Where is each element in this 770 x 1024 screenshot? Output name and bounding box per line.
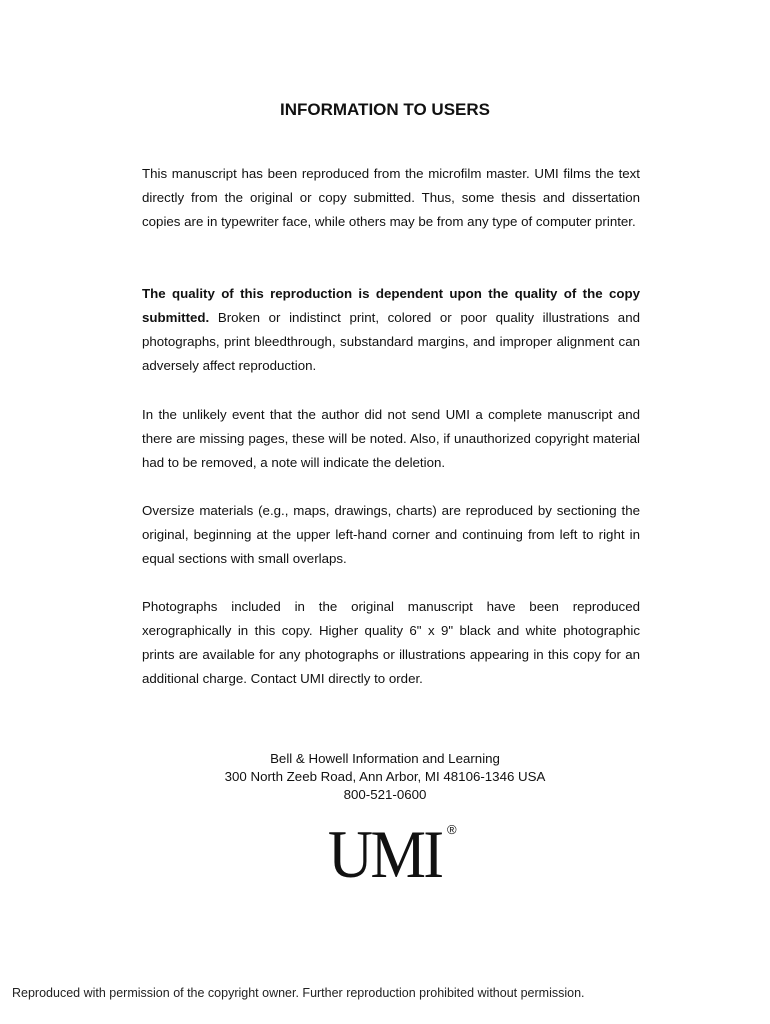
paragraph-quality xyxy=(142,282,640,378)
publisher-address xyxy=(0,750,770,804)
permission-footer: Reproduced with permission of the copyright owner. Further reproduction prohibited without permission. xyxy=(12,986,585,1000)
paragraph-quality-emphasis: The quality of this reproduction is dependent upon the quality of the copy submitted. xyxy=(142,286,640,325)
paragraph-microfilm: This manuscript has been reproduced from the microfilm master. UMI films the text directly from the original or copy submitted. Thus, some thesis and dissertation copies are in typewriter face, while others may be from any type of computer printer. xyxy=(142,166,640,229)
page-title: INFORMATION TO USERS xyxy=(280,100,490,119)
paragraph-photographs: Photographs included in the original manuscript have been reproduced xerographically in this copy. Higher quality 6" x 9" black and white photographic prints are available for any photographs or illustrations appearing in this copy for an additional charge. Contact UMI directly to order. xyxy=(142,599,640,686)
registered-mark-icon: ® xyxy=(447,822,457,837)
umi-logo xyxy=(0,818,770,890)
umi-logo-text: UMI xyxy=(328,816,442,892)
address-line-phone: 800-521-0600 xyxy=(343,787,427,802)
paragraph-missing-pages: In the unlikely event that the author did not send UMI a complete manuscript and there are missing pages, these will be noted. Also, if unauthorized copyright material had to be removed, a note will indicate the deletion. xyxy=(142,407,640,470)
paragraph-oversize: Oversize materials (e.g., maps, drawings, charts) are reproduced by sectioning the original, beginning at the upper left-hand corner and continuing from left to right in equal sections with small overlaps. xyxy=(142,503,640,566)
address-line-company: Bell & Howell Information and Learning xyxy=(270,751,500,766)
umi-logo-wrap xyxy=(323,816,457,892)
paragraph-quality-rest: Broken or indistinct print, colored or poor quality illustrations and photographs, print bleedthrough, substandard margins, and improper alignment can adversely affect reproduction. xyxy=(142,310,640,373)
address-line-street: 300 North Zeeb Road, Ann Arbor, MI 48106-1346 USA xyxy=(224,769,546,784)
